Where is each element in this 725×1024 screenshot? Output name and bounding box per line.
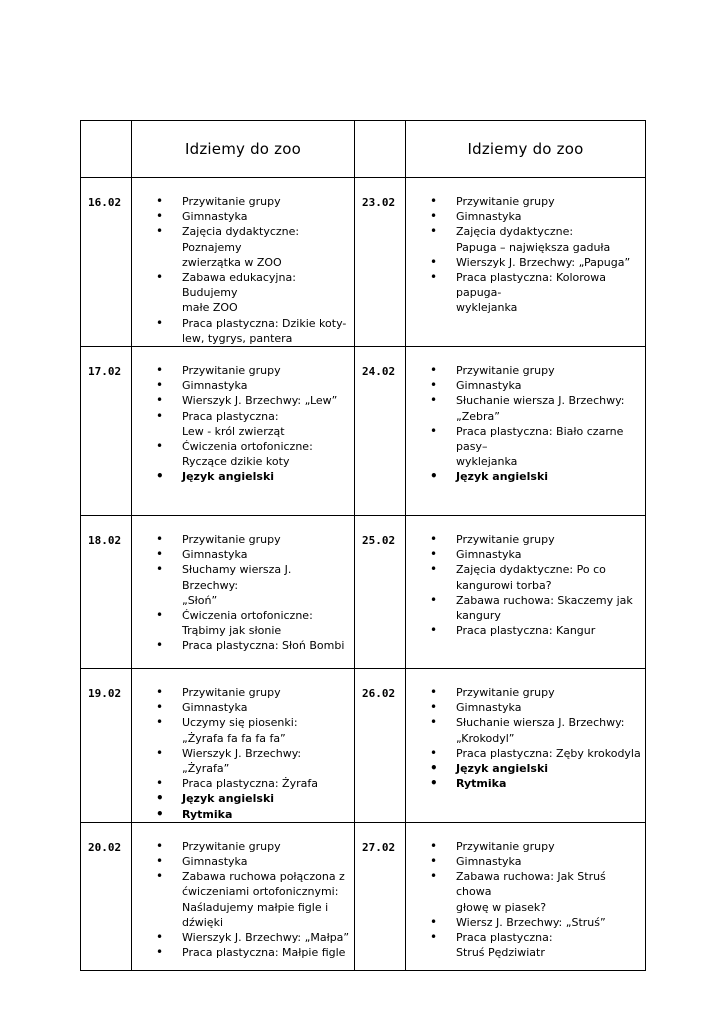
activity-text-line: • Gimnastyka: [456, 548, 522, 562]
activity-item: [156, 715, 350, 745]
activity-text-line: • Wiersz J. Brzechwy: „Struś”: [456, 915, 606, 929]
activity-item: [156, 393, 350, 408]
activity-text-line: • Przywitanie grupy: [182, 533, 281, 547]
activity-text-line: • Praca plastyczna: Zęby krokodyla: [456, 746, 641, 760]
activity-text-line: • Gimnastyka: [182, 855, 248, 869]
date-cell: 27.02: [355, 822, 406, 970]
activity-text-line: • Przywitanie grupy: [456, 686, 555, 700]
header-empty-cell: [355, 121, 406, 178]
activity-text-line: • Wierszyk J. Brzechwy: „Papuga”: [456, 255, 631, 269]
activity-text-line: • Przywitanie grupy: [182, 195, 281, 208]
activity-text-line: • Rytmika: [456, 777, 507, 791]
activity-item: [156, 532, 350, 547]
activity-item: [430, 700, 641, 715]
date-cell: 16.02: [81, 178, 132, 347]
activities-cell: [406, 822, 646, 970]
activity-item: [156, 776, 350, 791]
activity-list: [406, 347, 645, 485]
activities-cell: [132, 347, 355, 516]
activities-cell: [406, 178, 646, 347]
activity-item: [430, 224, 641, 254]
activity-text-line: • Praca plastyczna:: [456, 931, 553, 945]
activity-text-line: • Gimnastyka: [456, 701, 522, 715]
activity-item: [430, 915, 641, 930]
activity-list: [132, 347, 354, 485]
activity-item: [430, 194, 641, 209]
activity-text-line: • Gimnastyka: [456, 210, 522, 224]
activity-text-line: Lew - król zwierząt: [182, 424, 285, 438]
date-cell: 17.02: [81, 347, 132, 516]
activities-cell: [132, 178, 355, 347]
activities-cell: [132, 822, 355, 970]
activity-text-line: • Język angielski: [456, 762, 549, 776]
activity-text-line: • Zajęcia dydaktyczne: Poznajemy: [182, 225, 300, 254]
activity-text-line: • Praca plastyczna: Kolorowa papuga-: [456, 271, 606, 300]
activity-text-line: zwierzątka w ZOO: [182, 255, 282, 269]
activity-text-line: • Gimnastyka: [182, 210, 248, 224]
activity-item: [430, 532, 641, 547]
activity-text-line: • Ćwiczenia ortofoniczne:: [182, 609, 313, 623]
activity-text-line: „Żyrafa fa fa fa fa”: [182, 731, 286, 745]
activity-item: [430, 424, 641, 470]
activity-item: [156, 685, 350, 700]
activity-text-line: „Słoń”: [182, 593, 218, 607]
activity-item: [156, 224, 350, 270]
activity-item: [430, 593, 641, 623]
activity-text-line: • Praca plastyczna: Żyrafa: [182, 777, 318, 791]
activity-item: [430, 623, 641, 638]
activity-text-line: • Praca plastyczna: Biało czarne pasy–: [456, 424, 624, 454]
activity-item: [156, 378, 350, 393]
activity-item: [430, 378, 641, 393]
activity-text-line: • Ćwiczenia ortofoniczne:: [182, 440, 313, 454]
activity-item: [156, 316, 350, 346]
activity-text-line: • Wierszyk J. Brzechwy: „Małpa”: [182, 931, 350, 945]
activities-cell: [406, 669, 646, 823]
day-row: [81, 347, 646, 516]
left-column-title: Idziemy do zoo: [132, 121, 355, 178]
activity-item: [430, 209, 641, 224]
activities-cell: [132, 516, 355, 669]
activity-list: [406, 516, 645, 638]
day-row: [81, 669, 646, 823]
activity-text-line: głowę w piasek?: [456, 900, 547, 914]
activity-text-line: • Język angielski: [456, 470, 549, 484]
activity-item: [430, 746, 641, 761]
activity-text-line: • Praca plastyczna: Słoń Bombi: [182, 639, 345, 653]
activity-list: [132, 516, 354, 654]
date-cell: 20.02: [81, 822, 132, 970]
activity-item: [430, 255, 641, 270]
activity-text-line: • Rytmika: [182, 807, 233, 821]
activity-item: [156, 807, 350, 822]
date-cell: 26.02: [355, 669, 406, 823]
activity-text-line: • Zabawa ruchowa: Skaczemy jak: [456, 593, 633, 607]
activities-cell: [406, 347, 646, 516]
weekly-plan-table: [80, 120, 646, 971]
activity-text-line: • Zabawa edukacyjna: Budujemy: [182, 271, 296, 300]
plan-body: [81, 121, 646, 971]
activity-item: [156, 869, 350, 930]
activity-list: [132, 823, 354, 961]
activity-text-line: „Zebra”: [456, 409, 500, 423]
activity-item: [156, 547, 350, 562]
day-row: [81, 178, 646, 347]
activity-item: [156, 839, 350, 854]
activity-text-line: • Wierszyk J. Brzechwy: „Żyrafa”: [182, 746, 302, 776]
activity-item: [430, 761, 641, 776]
activity-item: [430, 270, 641, 316]
activity-text-line: • Gimnastyka: [182, 379, 248, 393]
activity-item: [430, 854, 641, 869]
activity-text-line: • Zabawa ruchowa połączona z: [182, 870, 345, 884]
activities-cell: [132, 669, 355, 823]
activity-text-line: • Zajęcia dydaktyczne:: [456, 225, 574, 239]
activity-item: [430, 930, 641, 960]
activity-item: [156, 930, 350, 945]
activity-text-line: Papuga – największa gaduła: [456, 240, 611, 254]
activity-item: [430, 715, 641, 745]
activity-list: [406, 178, 645, 316]
activity-item: [156, 608, 350, 638]
activity-item: [156, 638, 350, 653]
activity-list: [406, 669, 645, 791]
activity-item: [156, 562, 350, 608]
activities-cell: [406, 516, 646, 669]
activity-item: [156, 409, 350, 439]
activity-text-line: wyklejanka: [456, 301, 518, 315]
activity-item: [156, 469, 350, 484]
activity-item: [156, 439, 350, 469]
activity-text-line: lew, tygrys, pantera: [182, 331, 293, 345]
activity-text-line: • Gimnastyka: [456, 379, 522, 393]
day-row: [81, 822, 646, 970]
activity-text-line: Naśladujemy małpie figle i: [182, 900, 329, 914]
activity-text-line: • Język angielski: [182, 792, 275, 806]
date-cell: 23.02: [355, 178, 406, 347]
activity-item: [430, 869, 641, 915]
activity-text-line: • Słuchanie wiersza J. Brzechwy:: [456, 394, 625, 408]
activity-text-line: • Praca plastyczna: Dzikie koty-: [182, 316, 347, 330]
activity-item: [156, 194, 350, 209]
activity-item: [156, 209, 350, 224]
activity-text-line: • Praca plastyczna: Małpie figle: [182, 946, 346, 960]
activity-text-line: • Przywitanie grupy: [182, 686, 281, 700]
activity-item: [430, 547, 641, 562]
activity-item: [156, 700, 350, 715]
date-cell: 25.02: [355, 516, 406, 669]
activity-text-line: • Przywitanie grupy: [456, 364, 555, 378]
right-column-title: Idziemy do zoo: [406, 121, 646, 178]
activity-text-line: „Krokodyl”: [456, 731, 515, 745]
activity-text-line: • Przywitanie grupy: [182, 364, 281, 378]
activity-text-line: kangury: [456, 609, 501, 623]
activity-text-line: • Przywitanie grupy: [182, 839, 281, 853]
activity-item: [430, 562, 641, 592]
activity-text-line: dźwięki: [182, 915, 224, 929]
activity-list: [406, 823, 645, 961]
activity-item: [430, 776, 641, 791]
activity-text-line: małe ZOO: [182, 301, 238, 315]
activity-text-line: Trąbimy jak słonie: [182, 624, 282, 638]
header-empty-cell: [81, 121, 132, 178]
activity-text-line: Struś Pędziwiatr: [456, 946, 545, 960]
activity-text-line: • Słuchanie wiersza J. Brzechwy:: [456, 716, 625, 730]
activity-text-line: • Przywitanie grupy: [456, 839, 555, 853]
activity-text-line: • Przywitanie grupy: [456, 533, 555, 547]
activity-item: [156, 854, 350, 869]
activity-list: [132, 178, 354, 346]
activity-text-line: • Zajęcia dydaktyczne: Po co: [456, 563, 606, 577]
day-row: [81, 516, 646, 669]
activity-text-line: • Gimnastyka: [182, 548, 248, 562]
activity-item: [430, 685, 641, 700]
header-row: [81, 121, 646, 178]
activity-item: [430, 839, 641, 854]
activity-item: [156, 363, 350, 378]
activity-text-line: kangurowi torba?: [456, 578, 552, 592]
activity-text-line: • Praca plastyczna:: [182, 409, 279, 423]
activity-text-line: • Uczymy się piosenki:: [182, 716, 298, 730]
activity-item: [156, 945, 350, 960]
activity-text-line: • Gimnastyka: [456, 855, 522, 869]
activity-text-line: ćwiczeniami ortofonicznymi:: [182, 885, 339, 899]
activity-item: [156, 746, 350, 776]
activity-item: [430, 393, 641, 423]
activity-text-line: Ryczące dzikie koty: [182, 455, 290, 469]
activity-item: [156, 270, 350, 316]
date-cell: 24.02: [355, 347, 406, 516]
activity-text-line: wyklejanka: [456, 455, 518, 469]
activity-text-line: • Wierszyk J. Brzechwy: „Lew”: [182, 394, 338, 408]
activity-item: [430, 469, 641, 484]
activity-text-line: • Język angielski: [182, 470, 275, 484]
activity-text-line: • Słuchamy wiersza J. Brzechwy:: [182, 563, 292, 592]
activity-text-line: • Praca plastyczna: Kangur: [456, 624, 596, 638]
activity-list: [132, 669, 354, 822]
date-cell: 18.02: [81, 516, 132, 669]
activity-item: [156, 791, 350, 806]
activity-text-line: • Przywitanie grupy: [456, 195, 555, 208]
activity-item: [430, 363, 641, 378]
activity-text-line: • Zabawa ruchowa: Jak Struś chowa: [456, 870, 606, 899]
date-cell: 19.02: [81, 669, 132, 823]
activity-text-line: • Gimnastyka: [182, 701, 248, 715]
